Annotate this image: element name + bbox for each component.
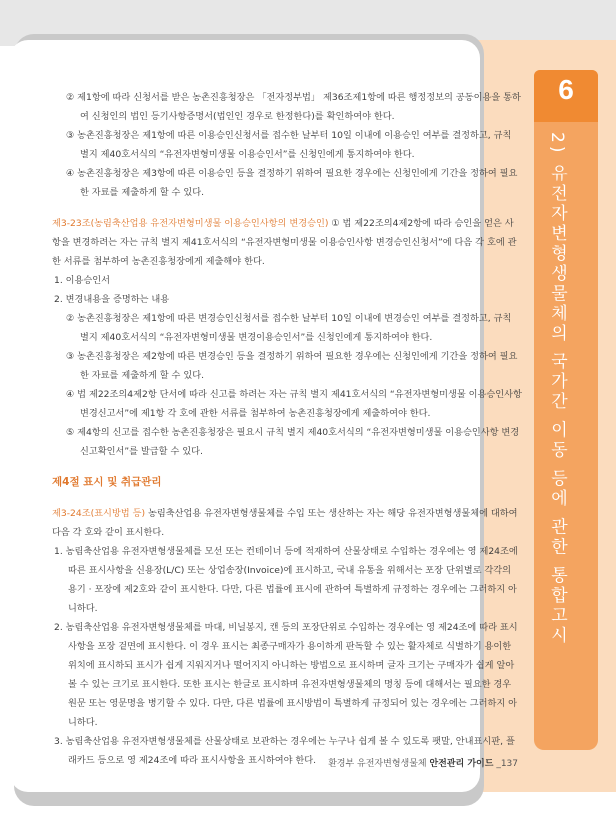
paragraph: ③ 농촌진흥청장은 제2항에 따른 변경승인 등을 결정하기 위하여 필요한 경우에는 신청인에게 기간을 정하여 필요한 자료를 제출하게 할 수 있다. [66, 351, 518, 381]
article-title: 제3-23조(농림축산업용 유전자변형미생물 이용승인사항의 변경승인) [52, 218, 329, 229]
paragraph: ② 제1항에 따라 신청서를 받은 농촌진흥청장은 「전자정부법」 제36조제1항에 따른 행정정보의 공동이용을 통하여 신청인의 법인 등기사항증명서(법인인 경우로 한정한다)를 확인하여야 한다. [66, 92, 521, 122]
article-24 [52, 504, 522, 542]
article-23 [52, 214, 522, 271]
list-item: 2. 농림축산업용 유전자변형생물체를 마대, 비닐봉지, 캔 등의 포장단위로 수입하는 경우에는 영 제24조에 따라 표시사항을 포장 겉면에 표시한다. 이 경우 표시는 최종구매자가 용이하게 판독할 수 있는 활자체로 식별하기 용이한 위치에 표시하되 표시가 쉽게 지워지거나 떨어지지 아니하는 방법으로 표시하며 글자 크기는 구매자가 쉽게 알아볼 수 있는 크기로 표시한다. 또한 표시는 한글로 표시하며 유전자변형생물체의 명칭 등에 대해서는 필요한 경우 원문 또는 영문명을 병기할 수 있다. 다만, 다른 법률에 표시방법이 특별하게 규정되어 있는 경우에는 그러하지 아니하다. [54, 622, 518, 728]
list-item: 2. 변경내용을 증명하는 내용 [54, 294, 170, 305]
article-title: 제3-24조(표시방법 등) [52, 508, 146, 519]
page-footer [328, 756, 518, 769]
paragraph: ④ 농촌진흥청장은 제3항에 따른 이용승인 등을 결정하기 위하여 필요한 경우에는 신청인에게 기간을 정하여 필요한 자료를 제출하게 할 수 있다. [66, 168, 518, 198]
section-heading: 제4절 표시 및 취급관리 [52, 476, 162, 488]
footer-guide: 안전관리 가이드 [429, 759, 494, 769]
chapter-title: 2) 유전자변형생물체의 국가간 이동 등에 관한 통합고시 [547, 132, 567, 646]
article-body: ① 법 제22조의4제2항에 따라 승인을 얻은 사항을 변경하려는 자는 규칙 별지 제41호서식의 “유전자변형미생물 이용승인사항 변경승인신청서”에 다음 각 호에 관한 서류를 첨부하여 농촌진흥청장에게 제출해야 한다. [52, 218, 517, 267]
main-content [52, 88, 522, 770]
list-item: 1. 농림축산업용 유전자변형생물체를 모선 또는 컨테이너 등에 적재하여 산물상태로 수입하는 경우에는 영 제24조에 따른 표시사항을 신용장(L/C) 또는 상업송장(Invoice)에 표시하고, 국내 유통을 위해서는 포장 단위별로 각각의 용기 · 포장에 제2호와 같이 표시한다. 다만, 다른 법률에 표시에 관하여 특별하게 규정하는 경우에는 그러하지 아니하다. [54, 546, 518, 614]
chapter-number: 6 [558, 74, 574, 105]
paragraph: ② 농촌진흥청장은 제1항에 따른 변경승인신청서를 접수한 날부터 10일 이내에 변경승인 여부를 결정하고, 규칙 별지 제40호서식의 “유전자변형미생물 변경이용승인서”를 신청인에게 통지하여야 한다. [66, 313, 512, 343]
paragraph: ⑤ 제4항의 신고를 접수한 농촌진흥청장은 필요시 규칙 별지 제40호서식의 “유전자변형미생물 이용승인사항 변경신고확인서”를 발급할 수 있다. [66, 427, 520, 457]
paragraph: ③ 농촌진흥청장은 제1항에 따른 이용승인신청서를 접수한 날부터 10일 이내에 이용승인 여부를 결정하고, 규칙 별지 제40호서식의 “유전자변형미생물 이용승인서”를 신청인에게 통지하여야 한다. [66, 130, 512, 160]
article-body: 농림축산업용 유전자변형생물체를 수입 또는 생산하는 자는 해당 유전자변형생물체에 대하여 다음 각 호와 같이 표시한다. [52, 508, 518, 538]
list-item: 1. 이용승인서 [54, 275, 111, 286]
footer-publisher: 환경부 유전자변형생물체 [328, 759, 430, 769]
paragraph: ④ 법 제22조의4제2항 단서에 따라 신고를 하려는 자는 규칙 별지 제41호서식의 “유전자변형미생물 이용승인사항 변경신고서”에 제1항 각 호에 관한 서류를 첨부하여 농촌진흥청장에게 제출하여야 한다. [66, 389, 522, 419]
page-number: _137 [493, 759, 518, 769]
list-item: 3. 농림축산업용 유전자변형생물체를 산물상태로 보관하는 경우에는 누구나 쉽게 볼 수 있도록 팻말, 안내표시판, 플래카드 등으로 영 제24조에 따라 표시사항을 표시하여야 한다. [54, 736, 515, 766]
